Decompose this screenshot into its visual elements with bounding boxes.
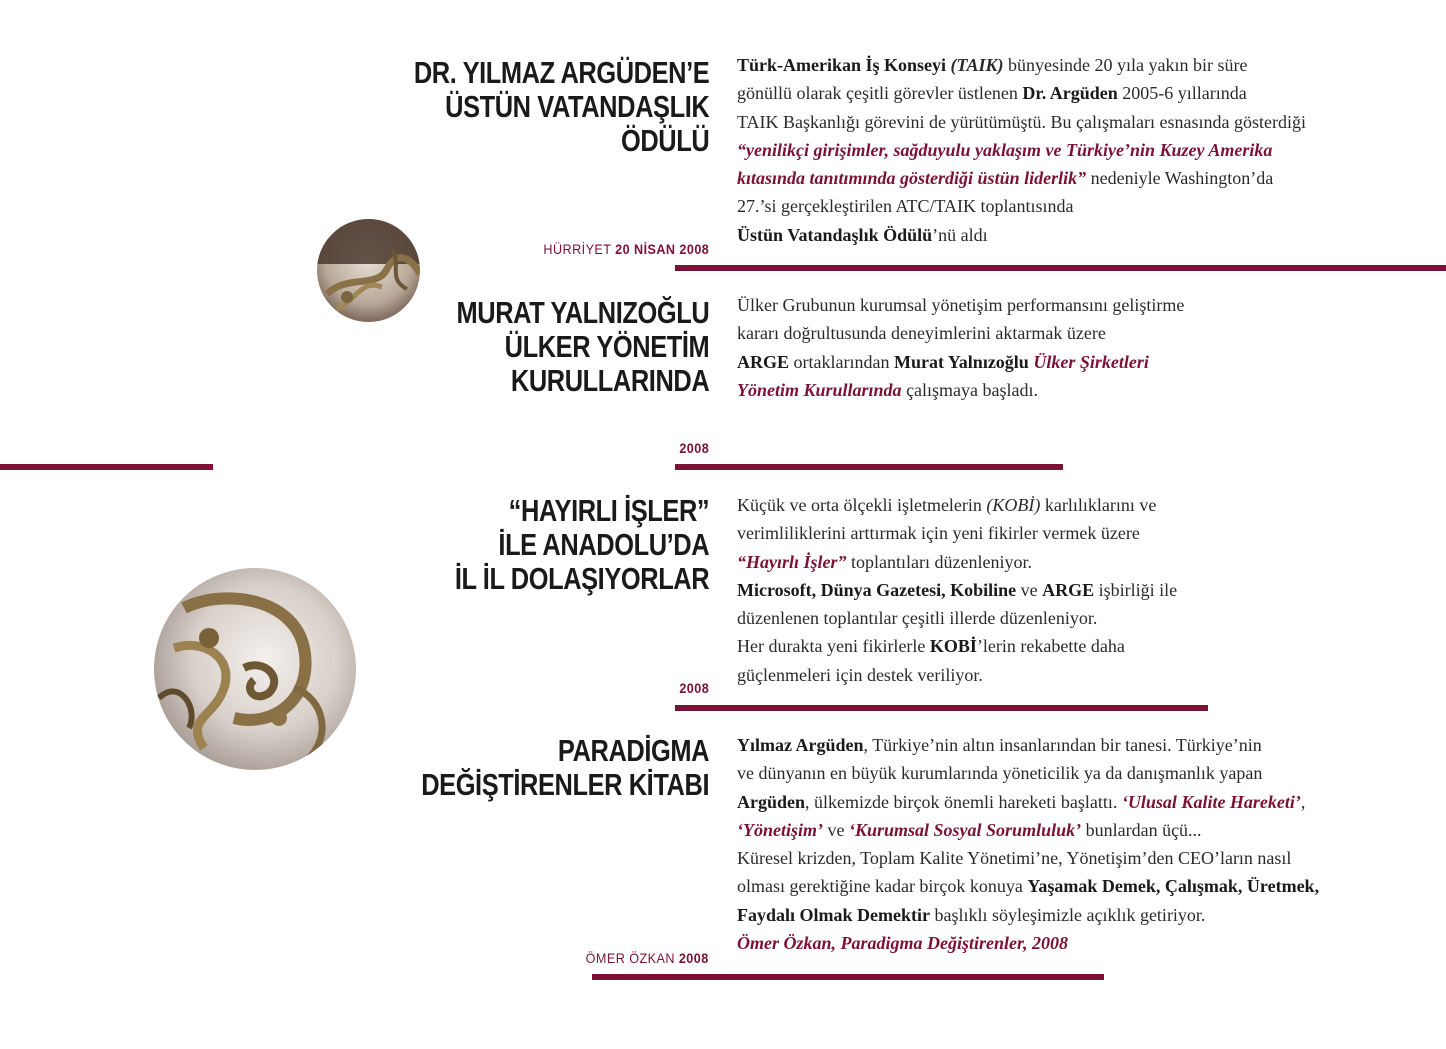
body-text: Küresel krizden, Toplam Kalite Yönetimi’ne, Yönetişim’den CEO’ların nasıl (737, 848, 1292, 869)
body-quote: ‘Kurumsal Sosyal Sorumluluk’ (849, 819, 1082, 840)
title-line: DEĞİŞTİRENLER KİTABI (421, 767, 709, 802)
body-text: karlılıklarını ve (1040, 495, 1157, 515)
section-2-title (456, 296, 709, 398)
body-text: , (1300, 791, 1306, 812)
ornament-photo-large (154, 568, 356, 770)
body-text: ’nü aldı (932, 224, 988, 245)
body-text: güçlenmeleri için destek veriliyor. (737, 664, 983, 685)
divider-rule (675, 705, 1208, 711)
body-text: bünyesinde 20 yıla yakın bir süre (1003, 55, 1248, 75)
section-4-body (737, 731, 1319, 957)
body-quote: “Hayırlı İşler” (737, 551, 847, 572)
body-text: başlıklı söyleşimizle açıklık getiriyor. (929, 904, 1206, 925)
body-text: verimliliklerini arttırmak için yeni fikirler vermek üzere (737, 523, 1140, 544)
body-text: ’lerin rekabette daha (976, 636, 1125, 657)
body-bold: Yaşamak Demek, Çalışmak, Üretmek, (1027, 876, 1320, 897)
body-text: , ülkemizde birçok önemli hareketi başlattı. (805, 791, 1122, 812)
source-date: 20 NİSAN 2008 (614, 241, 709, 257)
section-2-body (737, 291, 1184, 404)
body-text: Ülker Grubunun kurumsal yönetişim performansını geliştirme (737, 295, 1185, 315)
body-bold: ARGE (1042, 579, 1095, 600)
body-text: nedeniyle Washington’da (1086, 168, 1274, 189)
title-line: PARADİGMA (557, 733, 709, 768)
divider-rule-left (0, 464, 213, 470)
title-line: “HAYIRLI İŞLER” (508, 493, 709, 528)
body-text: ve dünyanın en büyük kurumlarında yöneticilik ya da danışmanlık yapan (737, 763, 1263, 784)
body-italic: (KOBİ) (986, 495, 1041, 515)
source-date: 2008 (679, 680, 709, 696)
title-line: İLE ANADOLU’DA (498, 527, 709, 562)
body-text: düzenlenen toplantılar çeşitli illerde düzenleniyor. (737, 608, 1098, 629)
body-text: 27.’si gerçekleştirilen ATC/TAIK toplantısında (737, 196, 1074, 217)
divider-rule (675, 265, 1446, 271)
section-1-title (414, 56, 709, 158)
section-4-source (586, 950, 709, 966)
body-bold: Murat Yalnızoğlu (893, 351, 1029, 372)
source-date: 2008 (679, 440, 709, 456)
body-quote: “yenilikçi girişimler, sağduyulu yaklaşım ve Türkiye’nin Kuzey Amerika (737, 139, 1273, 160)
body-italic: (TAIK) (950, 55, 1004, 75)
body-text: ve (1016, 579, 1043, 600)
section-3-title (455, 494, 709, 596)
section-1-body (737, 51, 1306, 249)
body-text: bunlardan üçü... (1081, 819, 1202, 840)
body-quote: kıtasında tanıtımında gösterdiği üstün liderlik” (737, 168, 1087, 189)
body-quote: Yönetim Kurullarında (737, 379, 902, 400)
body-bold: Microsoft, Dünya Gazetesi, Kobiline (737, 579, 1017, 600)
body-quote: Ömer Özkan, Paradigma Değiştirenler, 2008 (737, 933, 1069, 954)
ornament-photo-small (317, 219, 420, 322)
body-text: TAIK Başkanlığı görevini de yürütümüştü. Bu çalışmaları esnasında gösterdiği (737, 111, 1306, 132)
body-text: çalışmaya başladı. (901, 379, 1039, 400)
divider-rule (675, 464, 1063, 470)
body-bold: KOBİ (929, 636, 977, 657)
body-text: ortaklarından (789, 351, 894, 372)
source-date: 2008 (679, 950, 709, 966)
title-line: KURULLARINDA (510, 363, 709, 398)
section-3-body (737, 491, 1177, 689)
body-text: olması gerektiğine kadar birçok konuya (737, 876, 1028, 897)
section-4-title (421, 734, 709, 802)
body-bold: Faydalı Olmak Demektir (737, 904, 930, 925)
section-1-source (543, 241, 709, 257)
source-name: ÖMER ÖZKAN (585, 950, 676, 966)
body-bold: ARGE (737, 351, 790, 372)
title-line: DR. YILMAZ ARGÜDEN’E (413, 55, 709, 90)
body-text: işbirliği ile (1094, 579, 1178, 600)
body-bold: Türk-Amerikan İş Konseyi (737, 55, 947, 75)
body-text: , Türkiye’nin altın insanlarından bir tanesi. Türkiye’nin (863, 735, 1262, 755)
title-line: İL İL DOLAŞIYORLAR (454, 561, 709, 596)
title-line: MURAT YALNIZOĞLU (456, 295, 709, 330)
body-quote: ‘Yönetişim’ (737, 819, 823, 840)
body-text: ve (823, 819, 849, 840)
section-3-source (679, 680, 709, 696)
title-line: ÜSTÜN VATANDAŞLIK (444, 89, 709, 124)
source-name: HÜRRİYET (543, 241, 611, 257)
body-text: Küçük ve orta ölçekli işletmelerin (737, 495, 987, 515)
title-line: ÖDÜLÜ (620, 123, 709, 158)
body-quote: Ülker Şirketleri (1033, 351, 1149, 372)
body-text: gönüllü olarak çeşitli görevler üstlenen (737, 83, 1023, 104)
body-bold: Dr. Argüden (1022, 83, 1118, 104)
body-bold: Yılmaz Argüden (737, 735, 864, 755)
body-text: Her durakta yeni fikirlerle (737, 636, 930, 657)
body-text: toplantıları düzenleniyor. (846, 551, 1032, 572)
section-2-source (679, 440, 709, 456)
divider-rule (592, 974, 1104, 980)
body-text: kararı doğrultusunda deneyimlerini aktarmak üzere (737, 323, 1106, 344)
title-line: ÜLKER YÖNETİM (504, 329, 709, 364)
body-bold: Üstün Vatandaşlık Ödülü (737, 224, 933, 245)
body-quote: ‘Ulusal Kalite Hareketi’ (1121, 791, 1301, 812)
body-text: 2005-6 yıllarında (1117, 83, 1247, 104)
body-bold: Argüden (737, 791, 806, 812)
